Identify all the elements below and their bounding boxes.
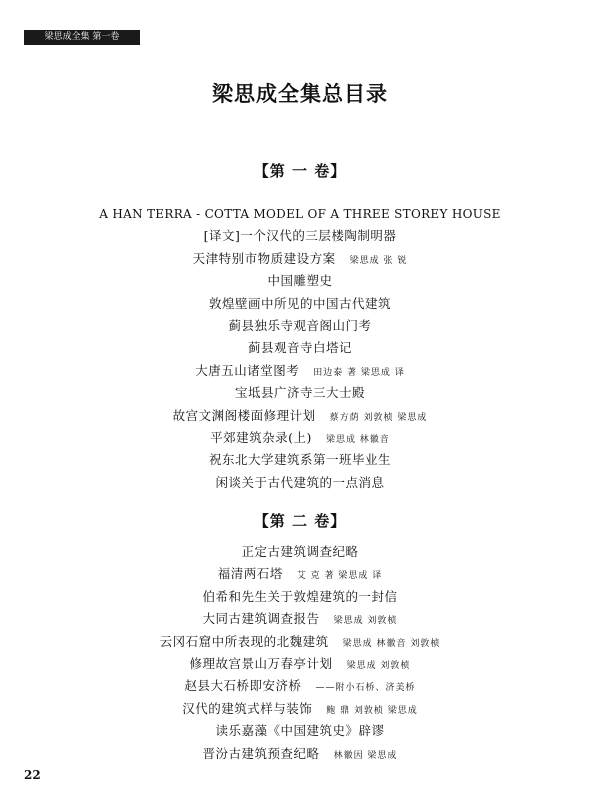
entry-title: 正定古建筑调查纪略 xyxy=(241,544,359,559)
volume-1-heading: 【第 一 卷】 xyxy=(253,162,347,180)
toc-entry xyxy=(0,675,600,697)
toc-entry xyxy=(0,586,600,608)
running-header-badge: 梁思成全集 第一卷 xyxy=(24,30,140,45)
toc-entry xyxy=(0,360,600,382)
entry-title: 平郊建筑杂录(上) xyxy=(210,429,312,445)
entry-title: 晋汾古建筑预查纪略 xyxy=(202,745,320,761)
toc-entry xyxy=(0,270,600,292)
entry-title: 敦煌壁画中所见的中国古代建筑 xyxy=(208,295,391,311)
entry-title: 汉代的建筑式样与装饰 xyxy=(182,700,313,716)
volume-2-entries xyxy=(0,541,600,765)
toc-entry xyxy=(0,382,600,404)
entry-title: 修理故宫景山万春亭计划 xyxy=(189,655,333,671)
entry-authors: 梁思成 张 锐 xyxy=(349,255,408,266)
page-title: 梁思成全集总目录 xyxy=(212,81,388,106)
entry-authors: 梁思成 林徽音 xyxy=(325,434,390,445)
entry-authors: 艾 克 著 梁思成 译 xyxy=(296,571,383,582)
toc-entry xyxy=(0,563,600,585)
entry-authors: 鲍 鼎 刘敦桢 梁思成 xyxy=(326,705,418,716)
toc-entry xyxy=(0,608,600,630)
entry-title: 蓟县观音寺白塔记 xyxy=(247,340,352,356)
toc-entry xyxy=(0,698,600,720)
toc-entry xyxy=(0,405,600,427)
entry-authors: 梁思成 刘敦桢 xyxy=(333,616,398,627)
entry-authors: 梁思成 林徽音 刘敦桢 xyxy=(342,638,441,649)
toc-entry xyxy=(0,743,600,765)
toc-entry xyxy=(0,720,600,742)
entry-title: 中国雕塑史 xyxy=(267,273,333,289)
entry-title: 蓟县独乐寺观音阁山门考 xyxy=(228,317,372,333)
volume-2-heading: 【第 二 卷】 xyxy=(253,512,347,530)
entry-title: 故宫文渊阁楼面修理计划 xyxy=(172,407,316,423)
entry-title: 读乐嘉藻《中国建筑史》辟谬 xyxy=(215,723,385,739)
entry-title: 大同古建筑调查报告 xyxy=(202,611,320,627)
toc-entry xyxy=(0,472,600,494)
entry-title: 大唐五山诸堂图考 xyxy=(195,362,300,378)
toc-entry xyxy=(0,449,600,471)
entry-authors: 蔡方荫 刘敦桢 梁思成 xyxy=(329,412,428,423)
entry-authors: ——附小石桥、济美桥 xyxy=(315,683,416,694)
toc-entry xyxy=(0,427,600,449)
toc-entry xyxy=(0,225,600,247)
toc-entry xyxy=(0,248,600,270)
entry-title: [译文]一个汉代的三层楼陶制明器 xyxy=(203,228,397,244)
entry-title: 赵县大石桥即安济桥 xyxy=(184,678,302,694)
toc-entry xyxy=(0,293,600,315)
entry-title: 闲谈关于古代建筑的一点消息 xyxy=(215,474,385,490)
volume-1-entries xyxy=(0,203,600,494)
toc-entry xyxy=(0,631,600,653)
entry-title: 天津特别市物质建设方案 xyxy=(192,250,336,266)
entry-title: 伯希和先生关于敦煌建筑的一封信 xyxy=(202,588,398,604)
entry-title: 祝东北大学建筑系第一班毕业生 xyxy=(208,452,391,468)
entry-authors: 田边泰 著 梁思成 译 xyxy=(313,367,405,378)
entry-title: A HAN TERRA - COTTA MODEL OF A THREE STOREY HOUSE xyxy=(99,207,501,221)
toc-entry xyxy=(0,315,600,337)
toc-entry xyxy=(0,203,600,225)
entry-title: 云冈石窟中所表现的北魏建筑 xyxy=(159,633,329,649)
entry-authors: 梁思成 刘敦桢 xyxy=(346,660,411,671)
page-number: 22 xyxy=(24,768,41,782)
entry-authors: 林徽因 梁思成 xyxy=(333,750,398,761)
entry-title: 福清两石塔 xyxy=(217,566,283,582)
toc-entry xyxy=(0,541,600,563)
entry-title: 宝坻县广济寺三大士殿 xyxy=(234,385,365,401)
toc-entry xyxy=(0,653,600,675)
toc-entry xyxy=(0,337,600,359)
